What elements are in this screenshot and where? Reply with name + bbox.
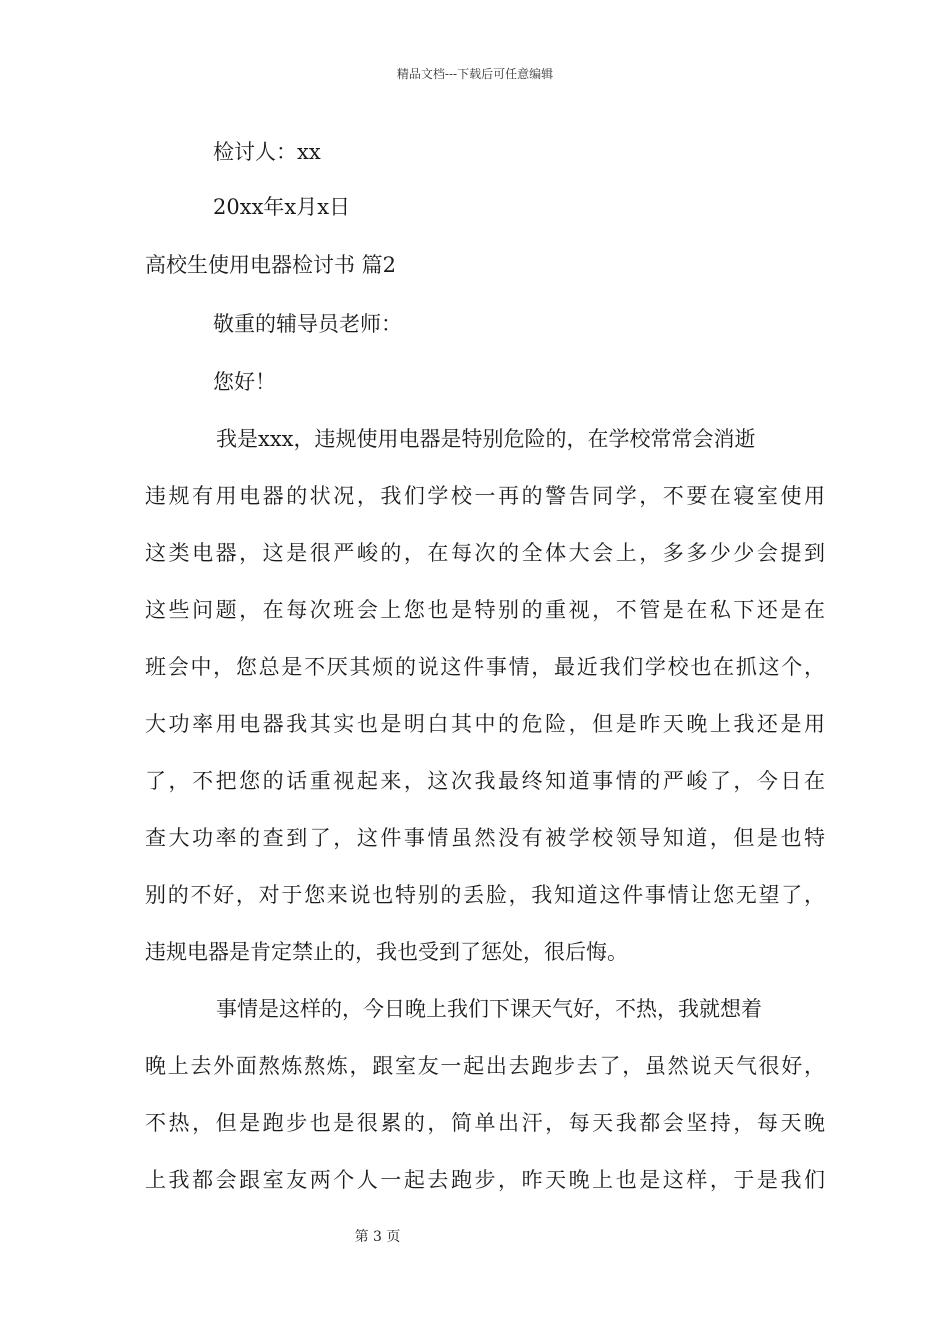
body-line: 别的不好，对于您来说也特别的丢脸，我知道这件事情让您无望了， [145, 883, 825, 907]
body-line: 不热，但是跑步也是很累的，简单出汗，每天我都会坚持，每天晚 [145, 1111, 825, 1135]
salutation: 敬重的辅导员老师： [213, 312, 402, 336]
body-line: 违规有用电器的状况，我们学校一再的警告同学，不要在寝室使用 [145, 484, 825, 508]
body-line: 违规电器是肯定禁止的，我也受到了惩处，很后悔。 [145, 940, 628, 964]
body-line: 了，不把您的话重视起来，这次我最终知道事情的严峻了，今日在 [145, 769, 825, 793]
greeting: 您好！ [213, 370, 276, 394]
page-header: 精品文档---下载后可任意编辑 [396, 67, 554, 81]
body-line: 事情是这样的，今日晚上我们下课天气好，不热，我就想着 [216, 997, 762, 1021]
body-line: 这类电器，这是很严峻的，在每次的全体大会上，多多少少会提到 [145, 541, 825, 565]
date-line: 20xx年x月x日 [213, 195, 351, 219]
body-line: 班会中，您总是不厌其烦的说这件事情，最近我们学校也在抓这个， [145, 655, 825, 679]
body-line: 查大功率的查到了，这件事情虽然没有被学校领导知道，但是也特 [145, 826, 825, 850]
body-line: 大功率用电器我其实也是明白其中的危险，但是昨天晚上我还是用 [145, 712, 825, 736]
section-title: 高校生使用电器检讨书 篇2 [145, 253, 397, 277]
reviewer-line: 检讨人：xx [213, 140, 321, 164]
page-number: 第 3 页 [354, 1229, 401, 1245]
body-line: 这些问题，在每次班会上您也是特别的重视，不管是在私下还是在 [145, 598, 825, 622]
body-line: 晚上去外面熬炼熬炼，跟室友一起出去跑步去了，虽然说天气很好， [145, 1054, 825, 1078]
body-line: 上我都会跟室友两个人一起去跑步，昨天晚上也是这样，于是我们 [145, 1168, 825, 1192]
body-line: 我是xxx，违规使用电器是特别危险的，在学校常常会消逝 [216, 427, 756, 451]
